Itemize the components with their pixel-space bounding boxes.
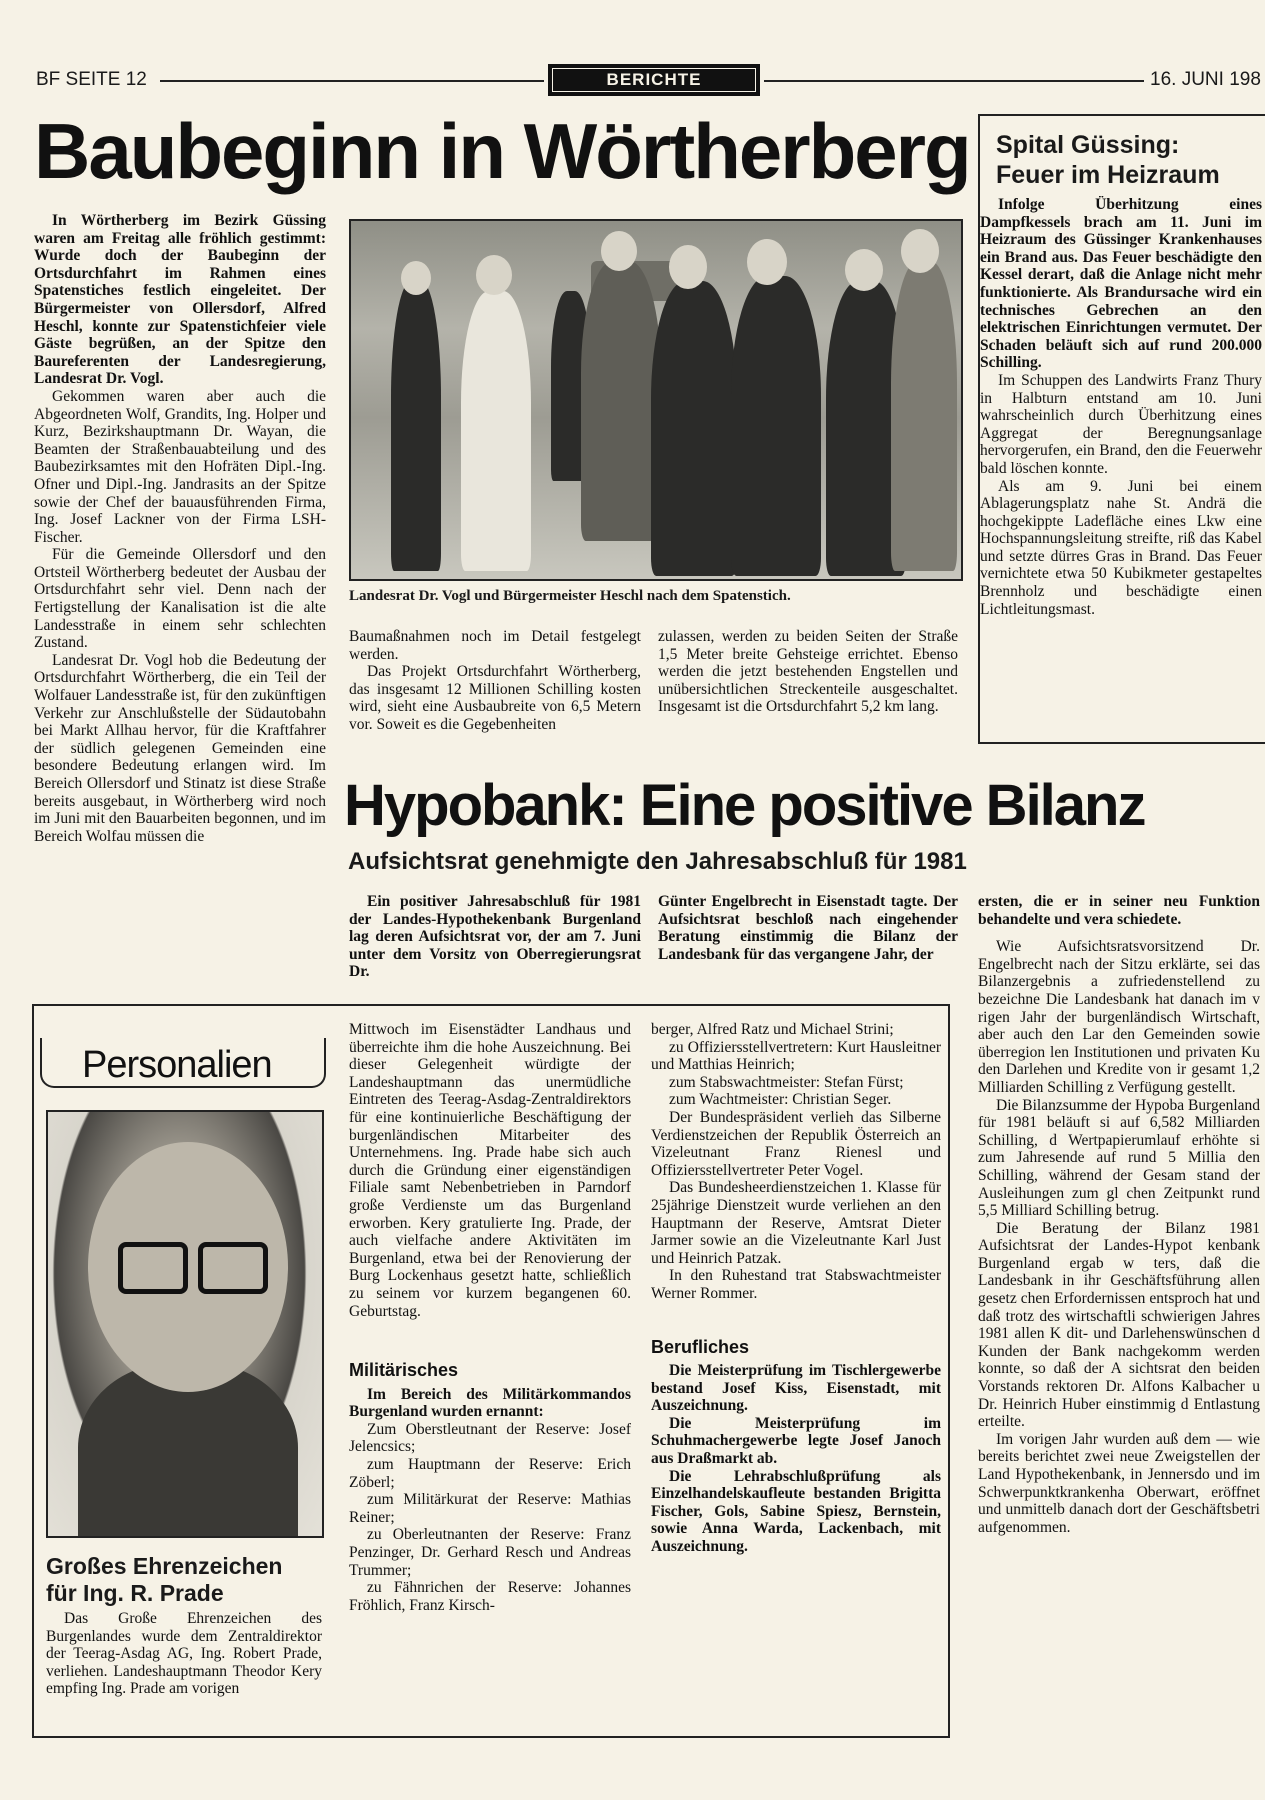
sidebox-fire (978, 114, 1265, 744)
mil-item-3: zum Militärkurat der Reserve: Mathias Reiner; (349, 1491, 631, 1526)
ber-item-2: Die Meisterprüfung im Schuhmachergewerbe legte Josef Janoch aus Draßmarkt ab. (651, 1414, 941, 1468)
personalien-col3 (651, 1021, 941, 1721)
article2-col3-p1: ersten, die er in seiner neu Funktion behandelte und vera schiedete. (978, 893, 1260, 928)
article1-col2-p1: Baumaßnahmen noch im Detail festgelegt werden. (349, 628, 641, 663)
mil-item-2: zum Hauptmann der Reserve: Erich Zöberl; (349, 1456, 631, 1491)
article1-col1-p3: Für die Gemeinde Ollersdorf und den Ortsteil Wörtherberg bedeutet der Ausbau der Ortsdurchfahrt sehr viel. Denn nach der Fertigstellung der Kanalisation ist die alte Landesstraße in einem sehr schlechten Zustand. (34, 546, 326, 652)
article2-headline: Hypobank: Eine positive Bilanz (344, 773, 1145, 838)
personalien-col2 (349, 1021, 631, 1721)
col3-p3: zum Stabswachtmeister: Stefan Fürst; (669, 1073, 904, 1091)
article2-col3-p4: Die Beratung der Bilanz 1981 Aufsichtsrat der Landes-Hypot kenbank Burgenland ergab w ters, daß die Landesbank in ihr Geschäftsführung allen gesetz chen Erfordernissen entsproch hat und daß trotz des wirtschaftli schwierigen Jahres 1981 allen K dit- und Darlehenswünschen d Kunden der Bank nachgekomm werden konnte, so daß der A sichtsrat den beiden Vorstands rektoren Dr. Alfons Kalbacher u Dr. Heinrich Huber einstimmig d Entlastung erteilte. (978, 1219, 1260, 1431)
sidebox-p1: Infolge Überhitzung eines Dampfkessels brach am 11. Juni im Heizraum des Güssinger Krankenhauses ein Brand aus. Das Feuer beschädigte den Kessel derart, daß die Anlage nicht mehr funktionierte. Als Brandursache wird ein technisches Gebrechen an den elektrischen Einrichtungen vermutet. Der Schaden beläuft sich auf rund 200.000 Schilling. (980, 196, 1262, 372)
col3-p2: zu Offiziersstellvertretern: Kurt Hausleitner und Matthias Heinrich; (651, 1038, 941, 1074)
article2-col1 (349, 893, 641, 985)
ber-item-1: Die Meisterprüfung im Tischlergewerbe bestand Josef Kiss, Eisenstadt, mit Auszeichnung. (651, 1362, 941, 1415)
personalien-subhead-line1: Großes Ehrenzeichen (46, 1553, 283, 1579)
sidebox-title-line2: Feuer im Heizraum (996, 161, 1220, 189)
personalien-col1-p1: Das Große Ehrenzeichen des Burgenlandes wurde dem Zentraldirektor der Teerag-Asdag AG, Ing. Robert Prade, verliehen. Landeshauptmann Theodor Kery empfing Ing. Prade am vorigen (46, 1610, 322, 1698)
article1-col2-p2: Das Projekt Ortsdurchfahrt Wörtherberg, das insgesamt 12 Millionen Schilling kosten wird, sieht eine Ausbaubreite von 6,5 Metern vor. Soweit es die Gegebenheiten (349, 663, 641, 733)
article1-caption: Landesrat Dr. Vogl und Bürgermeister Heschl nach dem Spatenstich. (349, 588, 791, 604)
col3-p6: Das Bundesheerdienstzeichen 1. Klasse für 25jährige Dienstzeit wurde verliehen an den Hauptmann der Reserve, Amtsrat Dieter Jarmer sowie an die Vizeleutnante Karl Just und Heinrich Patzak. (651, 1179, 941, 1267)
section-label: BERICHTE (552, 68, 756, 92)
personalien-label: Personalien (82, 1044, 272, 1086)
personalien-subhead-line2: für Ing. R. Prade (46, 1580, 224, 1606)
col3-p4: zum Wachtmeister: Christian Seger. (669, 1091, 892, 1109)
article2-col3-p5: Im vorigen Jahr wurden auß dem — wie bereits berichtet zwei neue Zweigstellen der Land Hypothekenbank, in Jennersdo und im Schwerpunktkrankenha Oberwart, eröffnet und unmittelb danach dort der Geschäftsbetri aufgenommen. (978, 1430, 1260, 1536)
article2-col1-p1: Ein positiver Jahresabschluß für 1981 der Landes-Hypothekenbank Burgenland lag deren Aufsichtsrat vor, der am 7. Juni unter dem Vorsitz von Oberregierungsrat Dr. (349, 893, 641, 981)
berufliches-head: Berufliches (651, 1336, 750, 1357)
article2-col2 (658, 893, 958, 985)
article1-photo (349, 219, 963, 581)
sidebox-p2: Im Schuppen des Landwirts Franz Thury in Halbturn entstand am 10. Juni wahrscheinlich durch Überhitzung eines Aggregat der Beregnungsanlage hervorgerufen, ein Brand, den die Feuerwehr bald löschen konnte. (980, 371, 1262, 477)
article1-col1-p1: In Wörtherberg im Bezirk Güssing waren am Freitag alle fröhlich gestimmt: Wurde doch der Baubeginn der Ortsdurchfahrt im Rahmen eines Spatenstiches festlich eingeleitet. Der Bürgermeister von Ollersdorf, Alfred Heschl, konnte zur Spatenstichfeier viele Gäste begrüßen, an der Spitze den Baureferenten der Landesregierung, Landesrat Dr. Vogl. (34, 212, 326, 388)
article1-headline: Baubeginn in Wörtherberg (34, 107, 970, 195)
col3-p7: In den Ruhestand trat Stabswachtmeister Werner Rommer. (651, 1267, 941, 1302)
article2-col3-p2: Wie Aufsichtsratsvorsitzend Dr. Engelbrecht nach der Sitzu erklärte, sei das Bilanzergebnis a zufriedenstellend zu bezeichne Die Landesbank hat danach im v rigen Jahr der burgenländisch Wirtschaft, aber auch den Lar den Gemeinden sowie überregion len Institutionen und privaten Ku den Darlehen und Kredite von ir gesamt 1,2 Milliarden Schilling z Verfügung gestellt. (978, 938, 1260, 1096)
header-rule-right (764, 80, 1144, 82)
article1-col3 (658, 628, 958, 758)
article1-col1-p2: Gekommen waren aber auch die Abgeordneten Wolf, Grandits, Ing. Holper und Kurz, Bezirkshauptmann Dr. Wayan, die Beamten der Straßenbauabteilung und des Baubezirksamtes mit den Hofräten Dipl.-Ing. Ofner und Dipl.-Ing. Jandrasits an der Spitze sowie der Chef der bauausführenden Firma, Ing. Josef Lackner von der Firma LSH-Fischer. (34, 387, 326, 546)
prade-portrait (46, 1110, 324, 1538)
article1-col1 (34, 212, 326, 980)
article1-col2 (349, 628, 641, 758)
article2-col3 (978, 893, 1260, 1773)
issue-date: 16. JUNI 198 (1150, 69, 1261, 90)
militaerisches-head: Militärisches (349, 1360, 459, 1381)
article2-col2-p1: Günter Engelbrecht in Eisenstadt tagte. Der Aufsichtsrat beschloß nach eingehender Beratung einstimmig die Bilanz der Landesbank für das vergangene Jahr, der (658, 893, 958, 963)
col3-p5: Der Bundespräsident verlieh das Silberne Verdienstzeichen der Republik Österreich an Vizeleutnant Franz Rienesl und Offiziersstellvertreter Peter Vogel. (651, 1108, 941, 1179)
article2-col3-p3: Die Bilanzsumme der Hypoba Burgenland für 1981 beläuft si auf 6,582 Milliarden Schilling, d Wertpapierumlauf erhöhte si zum Jahresende auf rund 5 Millia den Schilling, während der Gesam stand der Ausleihungen zum gl chen Zeitpunkt rund 5,5 Milliard Schilling betrug. (978, 1096, 1260, 1220)
mil-item-4: zu Oberleutnanten der Reserve: Franz Penzinger, Dr. Gerhard Resch und Andreas Trummer; (349, 1526, 631, 1579)
ber-item-3: Die Lehrabschlußprüfung als Einzelhandelskaufleute bestanden Brigitta Fischer, Gols, Sabine Spiesz, Bernstein, sowie Anna Warda, Lackenbach, mit Auszeichnung. (651, 1467, 941, 1556)
personalien-col1 (46, 1610, 322, 1718)
header-rule-left (160, 80, 544, 82)
article2-subhead: Aufsichtsrat genehmigte den Jahresabschluß für 1981 (348, 848, 967, 875)
page-number: BF SEITE 12 (36, 69, 147, 90)
sidebox-p3: Als am 9. Juni bei einem Ablagerungsplatz nahe St. Andrä die hochgekippte Ladefläche eines Lkw eine Hochspannungsleitung streifte, riß das Kabel und setzte dürres Gras in Brand. Das Feuer vernichtete etwa 50 Kubikmeter gestapeltes Brennholz und beschädigte einen Lichtleitungsmast. (980, 477, 1262, 618)
sidebox-body (980, 196, 1262, 736)
article1-col1-p4: Landesrat Dr. Vogl hob die Bedeutung der Ortsdurchfahrt Wörtherberg, die ein Teil der Wolfauer Landesstraße ist, für den zukünftigen Verkehr zur Anschlußstelle der Südautobahn bei Markt Allhau hervor, für die Kraftfahrer der südlich gelegenen Gemeinden eine besondere Bedeutung erlangen wird. Im Bereich Ollersdorf und Stinatz ist diese Straße bereits ausgebaut, in Wörtherberg wird noch im Juni mit den Bauarbeiten begonnen, und im Bereich Wolfau müssen die (34, 651, 326, 845)
article1-col3-p1: zulassen, werden zu beiden Seiten der Straße 1,5 Meter breite Gehsteige errichtet. Ebenso werden die jetzt bestehenden Engstellen und unübersichtlichen Streckenteile ausgeschaltet. Insgesamt ist die Ortsdurchfahrt 5,2 km lang. (658, 628, 958, 716)
militaerisches-intro: Im Bereich des Militärkommandos Burgenland wurden ernannt: (349, 1385, 631, 1421)
sidebox-title-line1: Spital Güssing: (996, 131, 1180, 159)
mil-item-5: zu Fähnrichen der Reserve: Johannes Fröhlich, Franz Kirsch- (349, 1579, 631, 1614)
personalien-col2-p1: Mittwoch im Eisenstädter Landhaus und überreichte ihm die hohe Auszeichnung. Bei dieser Gelegenheit würdigte der Landeshauptmann das unermüdliche Eintreten des Teerag-Asdag-Zentraldirektors für eine kontinuierliche Beschäftigung der burgenländischen Mitarbeiter des Unternehmens. Ing. Prade habe sich auch durch die Gründung einer eigenständigen Filiale samt Nebenbetrieben in Parndorf große Verdienste um das Burgenland erworben. Kery gratulierte Ing. Prade, der auch vielfache andere Aktivitäten im Burgenland, etwa bei der Renovierung der Burg Lockenhaus gesetzt hatte, schließlich zu seinem vor kurzem begangenen 60. Geburtstag. (349, 1021, 631, 1320)
section-badge (548, 64, 760, 96)
col3-p1: berger, Alfred Ratz und Michael Strini; (651, 1021, 894, 1038)
mil-item-1: Zum Oberstleutnant der Reserve: Josef Jelencsics; (349, 1420, 631, 1456)
